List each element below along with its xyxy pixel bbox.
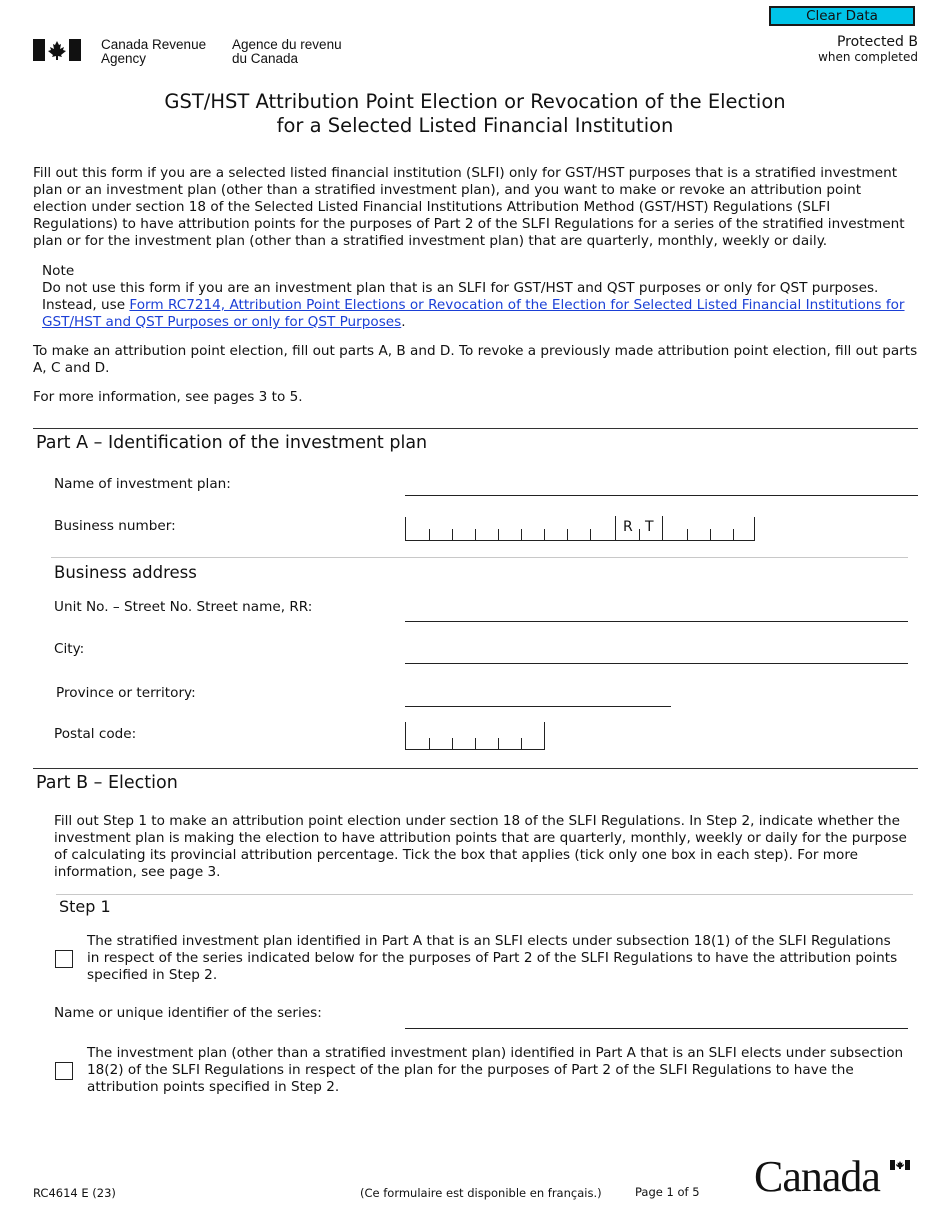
street-label: Unit No. – Street No. Street name, RR: xyxy=(54,599,313,615)
canada-flag-icon xyxy=(33,39,81,61)
step1-option2-text: The investment plan (other than a stratified investment plan) identified in Part A that is an SLFI elects under subsection 18(2) of the SLFI Regulations in respect of the plan for the purposes of Part 2 of the SLFI Regulations to have the attribution points specified in Step 2. xyxy=(87,1045,904,1095)
agency-name-fr: Agence du revenu du Canada xyxy=(232,37,342,66)
business-number-label: Business number: xyxy=(54,518,176,534)
clear-data-button[interactable]: Clear Data xyxy=(769,6,915,26)
rt-letter-r: R xyxy=(623,519,633,535)
business-number-field[interactable] xyxy=(405,517,755,541)
part-b-intro: Fill out Step 1 to make an attribution point election under section 18 of the SLFI Regulations. In Step 2, indicate whether the investment plan is making the election to have attribution points that are quarterly, monthly, weekly or daily for the purpose of calculating its provincial attribution percentage. Tick the box that applies (tick only one box in each step). For more information, see page 3. xyxy=(54,813,907,880)
city-field[interactable] xyxy=(405,663,908,664)
note-heading: Note xyxy=(42,263,75,279)
part-a-rule xyxy=(33,428,918,429)
step1-option1-checkbox[interactable] xyxy=(55,950,73,968)
city-label: City: xyxy=(54,641,85,657)
postal-code-label: Postal code: xyxy=(54,726,137,742)
province-field[interactable] xyxy=(405,706,671,707)
intro-paragraph: Fill out this form if you are a selected listed financial institution (SLFI) only for GST/HST purposes that is a stratified investment plan or an investment plan (other than a stratified investment plan), and you want to make or revoke an attribution point election under section 18 of the Selected Listed Financial Institutions Attribution Method (GST/HST) Regulations (SLFI Regulations) to have attribution points for the purposes of Part 2 of the SLFI Regulations for a series of the stratified investment plan or for the investment plan (other than a stratified investment plan) that are quarterly, monthly, weekly or daily. xyxy=(33,165,905,249)
form-rc7214-link[interactable]: Form RC7214, Attribution Point Elections or Revocation of the Election for Selected Listed Financial Institutions for GST/HST and QST Purposes or only for QST Purposes xyxy=(42,297,905,330)
plan-name-label: Name of investment plan: xyxy=(54,476,231,492)
note-block xyxy=(42,263,918,331)
province-label: Province or territory: xyxy=(56,685,196,701)
plan-name-field[interactable] xyxy=(405,495,918,496)
agency-name-en: Canada Revenue Agency xyxy=(101,37,207,66)
rt-letter-t: T xyxy=(645,519,654,535)
address-divider xyxy=(51,557,908,558)
page-number: Page 1 of 5 xyxy=(635,1185,700,1199)
street-field[interactable] xyxy=(405,621,908,622)
step1-option2-checkbox[interactable] xyxy=(55,1062,73,1080)
note-text: Do not use this form if you are an investment plan that is an SLFI for GST/HST and QST purposes or only for QST purposes. Instead, use Form RC7214, Attribution Point Elections or Revocation of the Election for Selected Listed Financial Institutions for GST/HST and QST Purposes or only for QST Purposes. xyxy=(42,280,905,330)
step1-option1-text: The stratified investment plan identified in Part A that is an SLFI elects under subsection 18(1) of the SLFI Regulations in respect of the series indicated below for the purposes of Part 2 of the SLFI Regulations to have the attribution points specified in Step 2. xyxy=(87,933,898,983)
french-availability: (Ce formulaire est disponible en français.) xyxy=(360,1186,602,1200)
step1-title: Step 1 xyxy=(59,897,111,916)
protected-b-label: Protected B when completed xyxy=(818,34,918,64)
wordmark-flag-icon xyxy=(890,1160,910,1170)
postal-code-field[interactable] xyxy=(405,722,545,750)
instructions-paragraph: To make an attribution point election, fill out parts A, B and D. To revoke a previously made attribution point election, fill out parts A, C and D. xyxy=(33,343,918,376)
form-id: RC4614 E (23) xyxy=(33,1186,116,1200)
series-label: Name or unique identifier of the series: xyxy=(54,1005,322,1021)
canada-wordmark: Canada xyxy=(754,1154,912,1200)
form-title: GST/HST Attribution Point Election or Revocation of the Election for a Selected Listed Financial Institution xyxy=(164,90,786,137)
part-b-title: Part B – Election xyxy=(36,773,178,793)
more-info-paragraph: For more information, see pages 3 to 5. xyxy=(33,389,303,405)
part-b-rule xyxy=(33,768,918,769)
step1-divider xyxy=(56,894,913,895)
series-field[interactable] xyxy=(405,1028,908,1029)
part-a-title: Part A – Identification of the investment plan xyxy=(36,433,428,453)
business-address-heading: Business address xyxy=(54,563,197,582)
